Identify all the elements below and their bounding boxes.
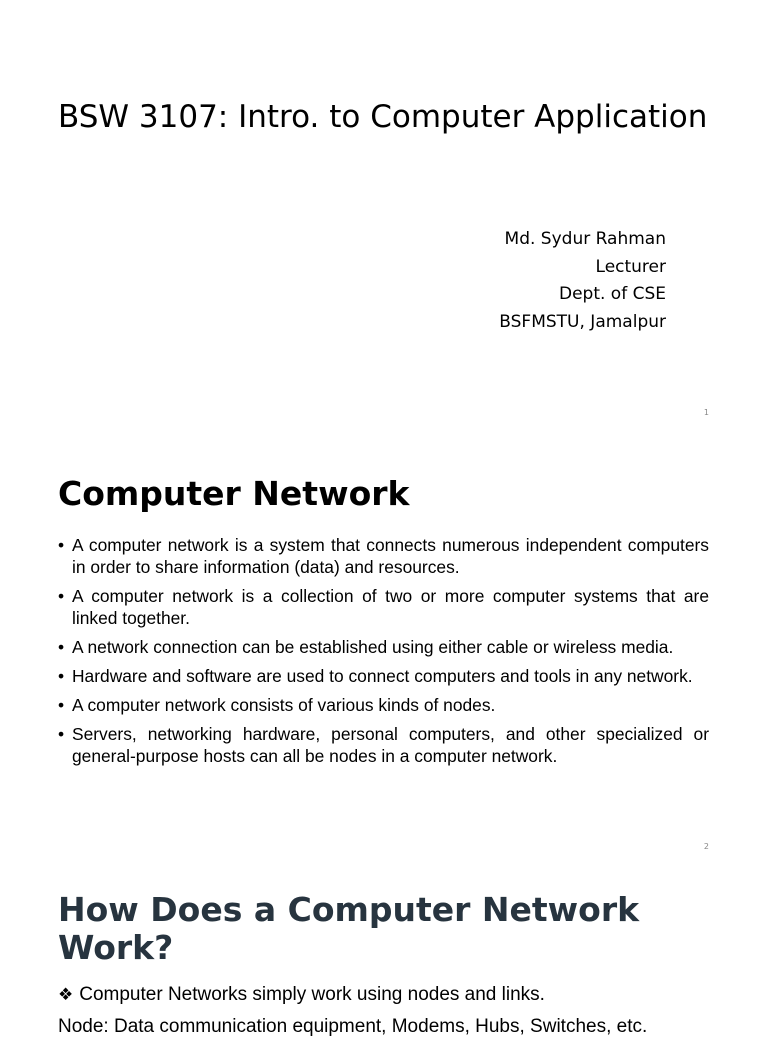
how-network-works-slide bbox=[0, 864, 768, 1037]
bullet-item bbox=[58, 636, 709, 658]
slide-heading: Computer Network bbox=[58, 474, 410, 513]
author-institution: BSFMSTU, Jamalpur bbox=[499, 311, 666, 332]
slide-heading: How Does a Computer Network Work? bbox=[58, 890, 640, 967]
bullet-text: A computer network is a system that connects numerous independent computers in order to share information (data) and resources. bbox=[72, 535, 709, 577]
bullet-dot-icon: • bbox=[58, 666, 65, 686]
bullet-dot-icon: • bbox=[58, 724, 65, 744]
bullet-text: Hardware and software are used to connect computers and tools in any network. bbox=[72, 666, 693, 686]
author-block bbox=[499, 226, 666, 336]
bullet-text: A computer network consists of various kinds of nodes. bbox=[72, 695, 496, 715]
point-line bbox=[58, 982, 545, 1008]
author-department: Dept. of CSE bbox=[558, 284, 666, 304]
bullet-item bbox=[58, 694, 709, 716]
bullet-text: A computer network is a collection of two or more computer systems that are linked together. bbox=[72, 586, 709, 628]
bullet-dot-icon: • bbox=[58, 695, 65, 715]
bullet-dot-icon: • bbox=[58, 637, 65, 657]
bullet-item bbox=[58, 665, 709, 687]
bullet-item bbox=[58, 534, 709, 578]
partial-text-line: Node: Data communication equipment, Modems, Hubs, Switches, etc. bbox=[58, 1016, 648, 1037]
diamond-bullet-icon: ❖ bbox=[58, 985, 74, 1004]
bullet-item bbox=[58, 723, 709, 767]
bullet-dot-icon: • bbox=[58, 586, 65, 606]
course-title: BSW 3107: Intro. to Computer Application bbox=[58, 99, 708, 135]
bullet-item bbox=[58, 585, 709, 629]
computer-network-slide bbox=[0, 432, 768, 864]
author-position: Lecturer bbox=[595, 256, 666, 277]
bullet-text: Servers, networking hardware, personal computers, and other specialized or general-purpose hosts can all be nodes in a computer network. bbox=[72, 724, 709, 766]
title-slide bbox=[0, 0, 768, 432]
bullet-dot-icon: • bbox=[58, 535, 65, 555]
bullet-list bbox=[58, 534, 709, 774]
bullet-text: A network connection can be established using either cable or wireless media. bbox=[72, 637, 674, 657]
author-name: Md. Sydur Rahman bbox=[504, 229, 666, 249]
point-text: Computer Networks simply work using nodes and links. bbox=[79, 984, 545, 1005]
page-number: 2 bbox=[703, 842, 709, 851]
page-number: 1 bbox=[703, 408, 709, 417]
